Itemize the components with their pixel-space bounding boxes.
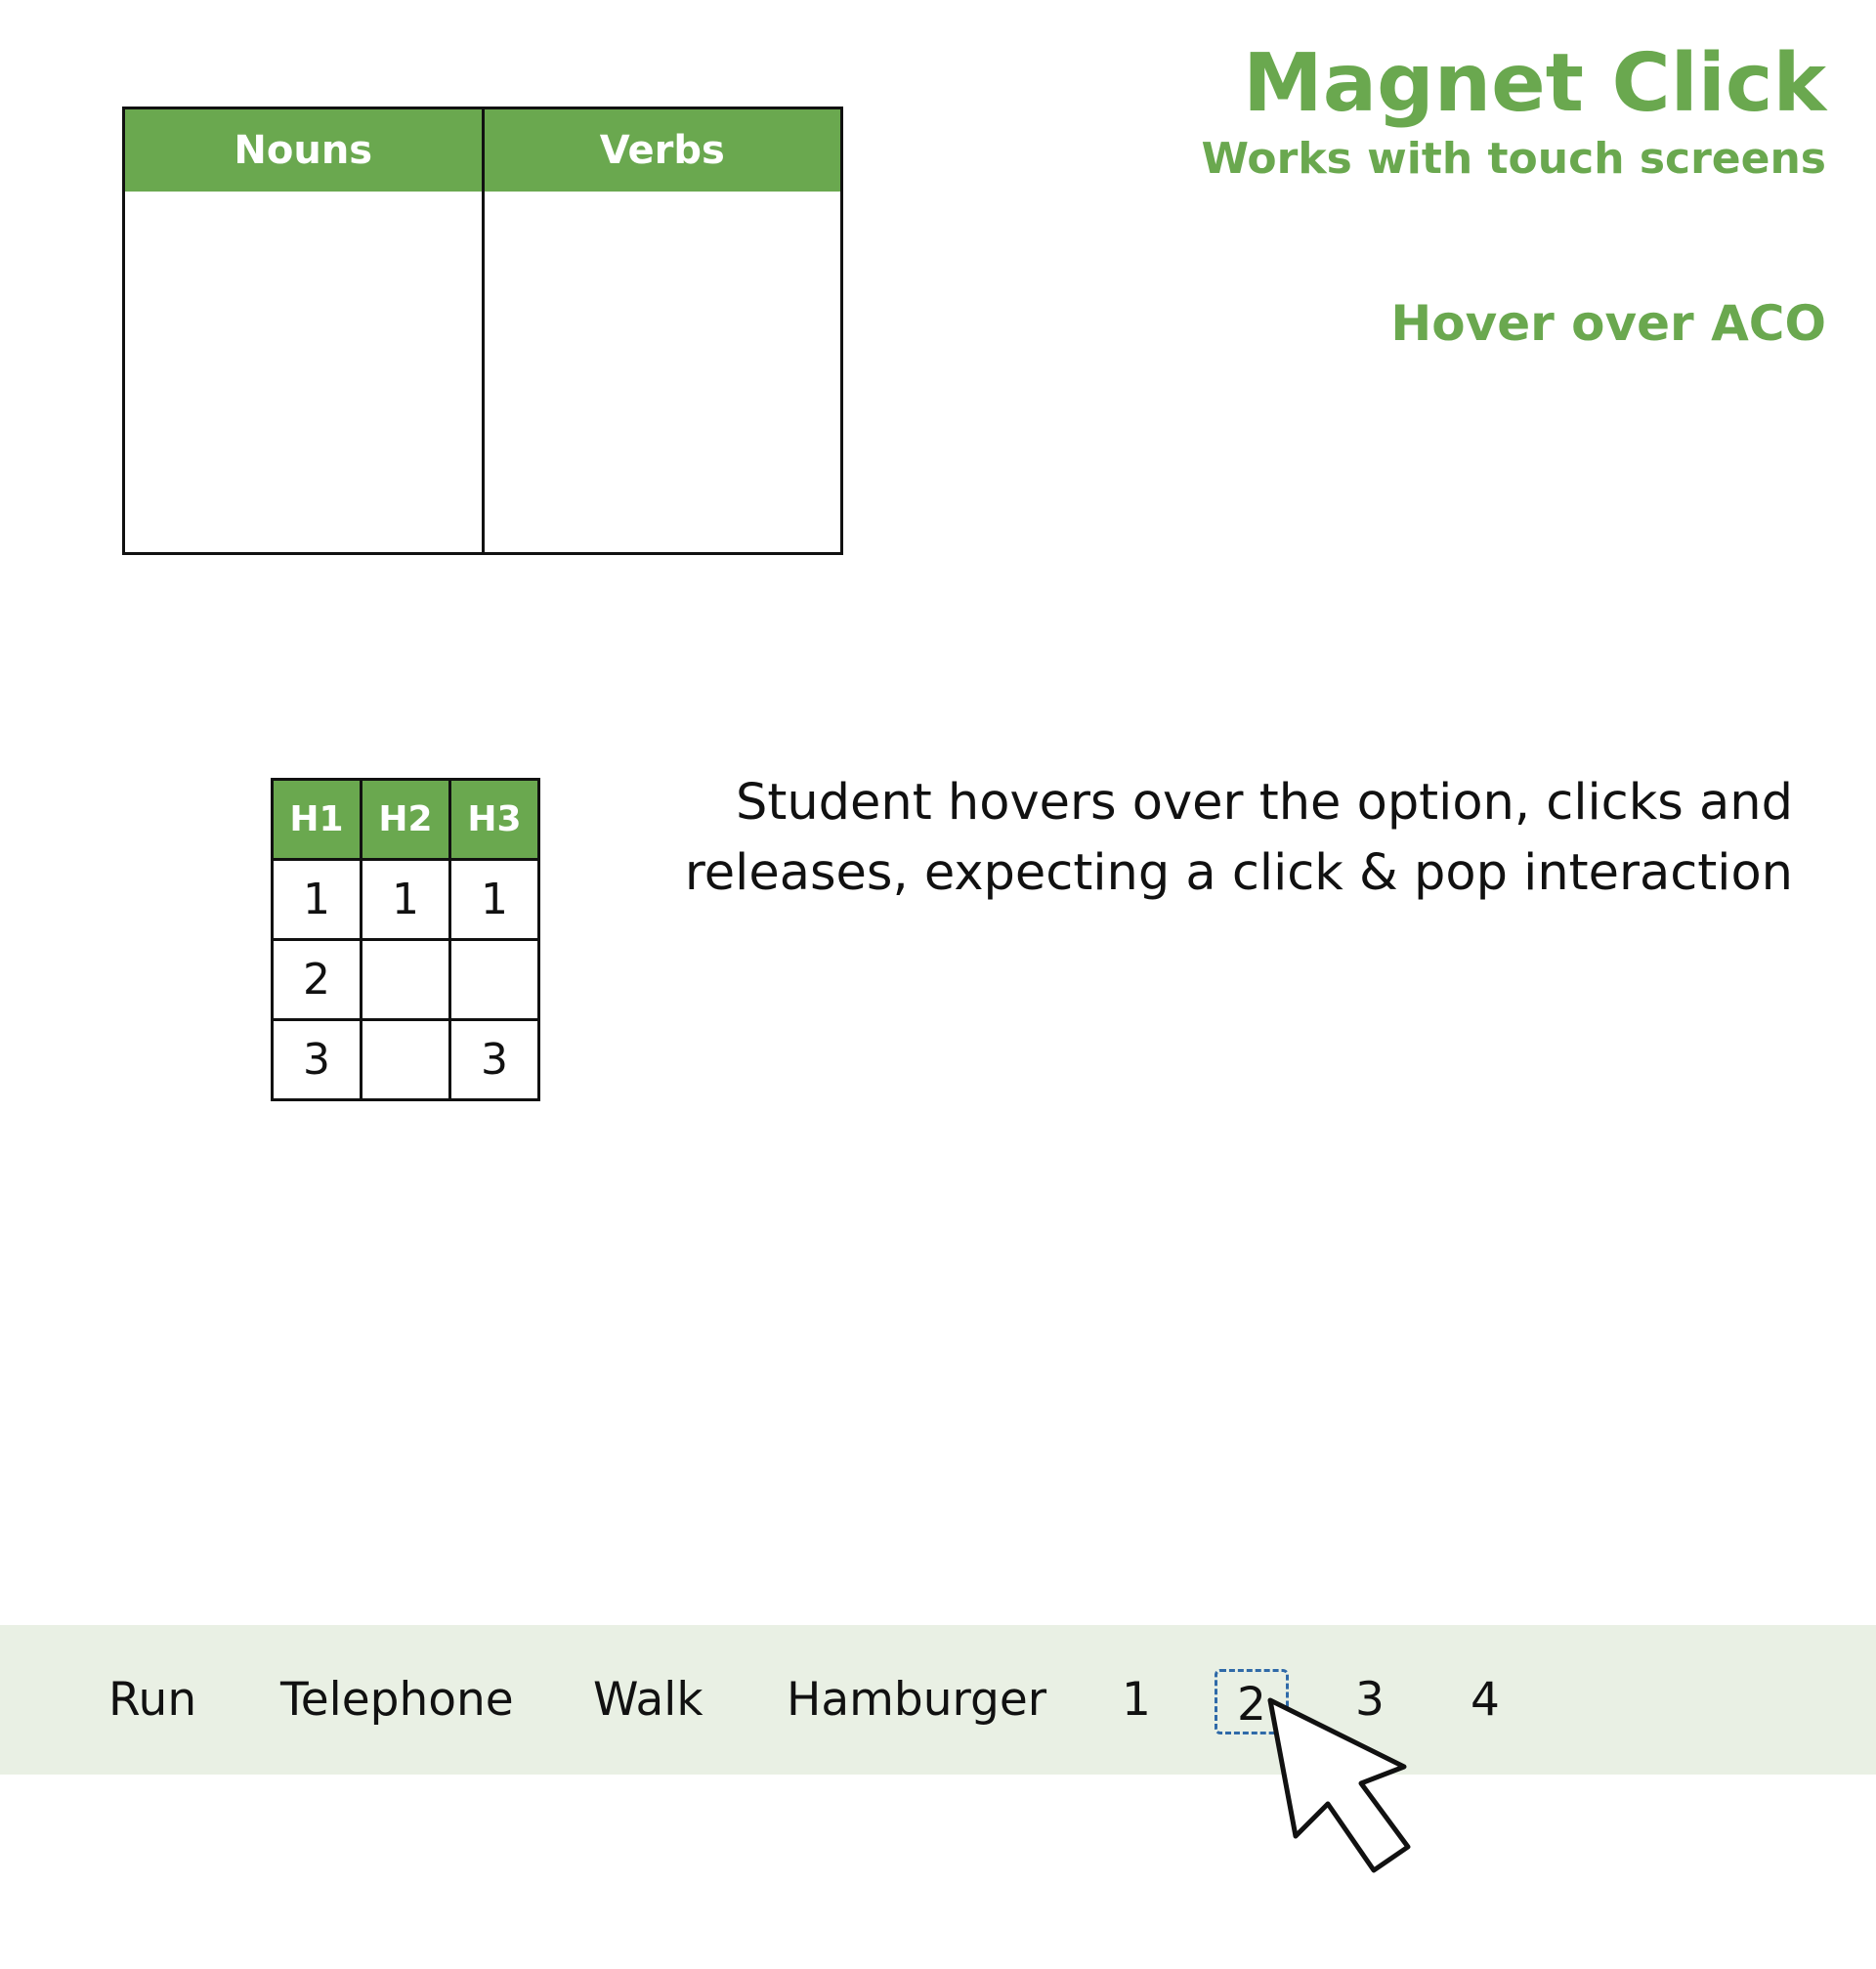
interaction-description: Student hovers over the option, clicks and releases, expecting a click & pop interaction — [684, 774, 1793, 902]
answer-option-1[interactable]: 1 — [1122, 1673, 1151, 1727]
grid-cell[interactable] — [362, 940, 450, 1020]
grid-cell[interactable]: 1 — [362, 860, 450, 940]
grid-cell[interactable]: 1 — [273, 860, 362, 940]
answer-option-run[interactable]: Run — [108, 1673, 197, 1727]
grid-cell[interactable]: 1 — [450, 860, 539, 940]
heading-grid — [271, 778, 540, 1101]
grid-cell[interactable]: 3 — [450, 1020, 539, 1100]
verbs-column-header: Verbs — [485, 109, 841, 192]
mouse-pointer-icon — [1266, 1696, 1417, 1876]
answer-option-hamburger[interactable]: Hamburger — [787, 1673, 1047, 1727]
grid-cell[interactable] — [362, 1020, 450, 1100]
answer-option-2[interactable]: 2 — [1215, 1669, 1289, 1734]
grid-header-h3: H3 — [450, 780, 539, 860]
answer-option-walk[interactable]: Walk — [593, 1673, 704, 1727]
verbs-column — [482, 109, 841, 552]
grid-cell[interactable]: 3 — [273, 1020, 362, 1100]
table-row — [273, 860, 539, 940]
page-title: Magnet Click — [1243, 37, 1826, 130]
grid-cell[interactable] — [450, 940, 539, 1020]
grid-header-h1: H1 — [273, 780, 362, 860]
page-subtitle: Works with touch screens — [1201, 134, 1826, 184]
grid-header-h2: H2 — [362, 780, 450, 860]
step-label: Hover over ACO — [1390, 295, 1826, 352]
sorting-table — [122, 107, 843, 555]
nouns-drop-zone[interactable] — [125, 192, 482, 552]
verbs-drop-zone[interactable] — [485, 192, 841, 552]
nouns-column-header: Nouns — [125, 109, 482, 192]
heading-grid-header-row — [273, 780, 539, 860]
nouns-column — [125, 109, 482, 552]
answer-option-4[interactable]: 4 — [1471, 1673, 1500, 1727]
answer-option-telephone[interactable]: Telephone — [280, 1673, 514, 1727]
answer-option-3[interactable]: 3 — [1355, 1673, 1385, 1727]
table-row — [273, 940, 539, 1020]
table-row — [273, 1020, 539, 1100]
answer-choice-bar — [0, 1625, 1876, 1775]
grid-cell[interactable]: 2 — [273, 940, 362, 1020]
